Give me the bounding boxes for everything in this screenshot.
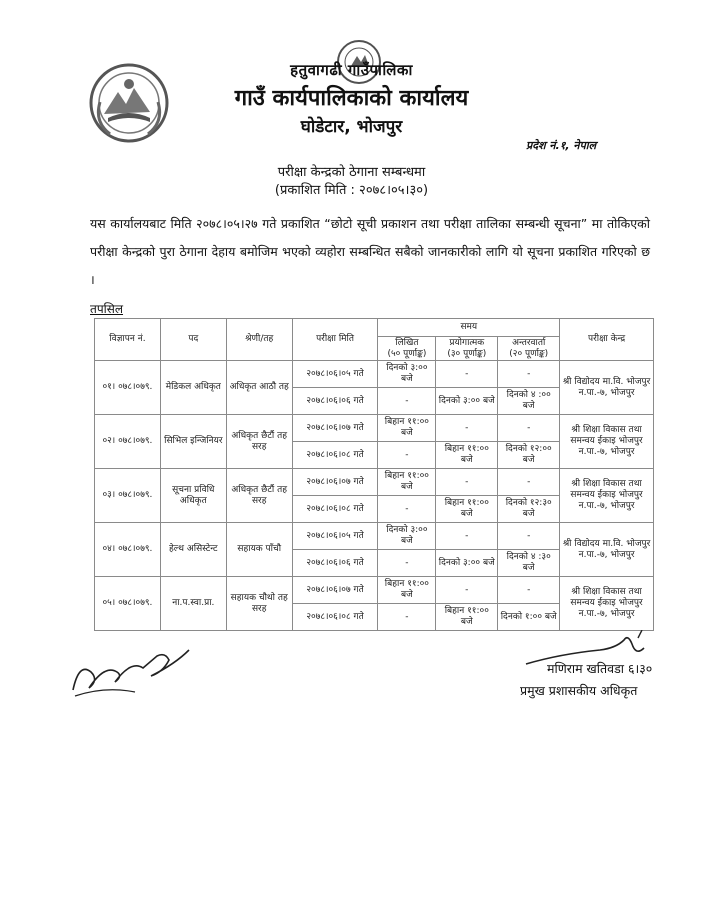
table-row	[95, 361, 654, 388]
signatory-name-text: मणिराम खतिवडा	[547, 661, 625, 676]
exam-date-cell: २०७८।०६।०७ गते	[292, 577, 378, 604]
practical-cell: -	[436, 523, 498, 550]
header-written-marks: (५० पूर्णाङ्क)	[387, 348, 427, 359]
center-cell: श्री शिक्षा विकास तथा समन्वय ईकाइ भोजपुर न.पा.-७, भोजपुर	[560, 577, 654, 631]
practical-cell: -	[436, 577, 498, 604]
handwritten-signature-left	[65, 642, 195, 700]
written-cell: दिनको ३:०० बजे	[378, 361, 436, 388]
interview-cell: -	[498, 523, 560, 550]
center-cell: श्री विद्योदय मा.वि. भोजपुर न.पा.-७, भोजपुर	[560, 523, 654, 577]
header-center: परीक्षा केन्द्र	[560, 319, 654, 361]
header-interview-label: अन्तरवार्ता	[512, 337, 546, 348]
practical-cell: -	[436, 469, 498, 496]
table-row	[95, 523, 654, 550]
published-date: (प्रकाशित मिति : २०७८।०५।३०)	[274, 183, 429, 198]
ad-no-cell: ०५। ०७८।०७९.	[95, 577, 161, 631]
practical-cell: दिनको ३:०० बजे	[436, 550, 498, 577]
level-cell: अधिकृत छैटौं तह सरह	[226, 415, 292, 469]
header-practical-label: प्रयोगात्मक	[449, 337, 485, 348]
header-time: समय	[378, 319, 560, 337]
exam-date-cell: २०७८।०६।०७ गते	[292, 415, 378, 442]
table-row	[95, 469, 654, 496]
exam-date-cell: २०७८।०६।०७ गते	[292, 469, 378, 496]
details-label: तपसिल	[90, 302, 124, 316]
header-post: पद	[160, 319, 226, 361]
exam-date-cell: २०७८।०६।०८ गते	[292, 496, 378, 523]
written-cell: बिहान ११:०० बजे	[378, 577, 436, 604]
interview-cell: दिनको १२:३० बजे	[498, 496, 560, 523]
signatory-title: प्रमुख प्रशासकीय अधिकृत	[520, 683, 638, 698]
ad-no-cell: ०२। ०७८।०७९.	[95, 415, 161, 469]
office-address: घोडेटार, भोजपुर	[300, 117, 403, 137]
ad-no-cell: ०१। ०७८।०७९.	[95, 361, 161, 415]
table-row	[95, 577, 654, 604]
table-row	[95, 415, 654, 442]
level-cell: सहायक पाँचौ	[226, 523, 292, 577]
exam-date-cell: २०७८।०६।०५ गते	[292, 361, 378, 388]
exam-date-cell: २०७८।०६।०६ गते	[292, 388, 378, 415]
written-cell: बिहान ११:०० बजे	[378, 415, 436, 442]
header-level: श्रेणी/तह	[226, 319, 292, 361]
interview-cell: दिनको १२:०० बजे	[498, 442, 560, 469]
interview-cell: -	[498, 577, 560, 604]
municipality-name: हतुवागढी गाउँपालिका	[290, 61, 413, 79]
interview-cell: -	[498, 361, 560, 388]
office-name: गाउँ कार्यपालिकाको कार्यालय	[234, 86, 469, 111]
level-cell: अधिकृत छैटौं तह सरह	[226, 469, 292, 523]
interview-cell: दिनको ४ :०० बजे	[498, 388, 560, 415]
written-cell: -	[378, 388, 436, 415]
header-interview	[498, 337, 560, 361]
interview-cell: दिनको १:०० बजे	[498, 604, 560, 631]
center-cell: श्री शिक्षा विकास तथा समन्वय ईकाइ भोजपुर न.पा.-७, भोजपुर	[560, 469, 654, 523]
exam-date-cell: २०७८।०६।०६ गते	[292, 550, 378, 577]
header-practical-marks: (३० पूर्णाङ्क)	[447, 348, 487, 359]
exam-date-cell: २०७८।०६।०५ गते	[292, 523, 378, 550]
header-exam-date: परीक्षा मिति	[292, 319, 378, 361]
center-cell: श्री शिक्षा विकास तथा समन्वय ईकाइ भोजपुर न.पा.-७, भोजपुर	[560, 415, 654, 469]
province-label: प्रदेश नं.१, नेपाल	[526, 139, 597, 152]
center-cell: श्री विद्योदय मा.वि. भोजपुर न.पा.-७, भोजपुर	[560, 361, 654, 415]
exam-date-cell: २०७८।०६।०८ गते	[292, 442, 378, 469]
written-cell: दिनको ३:०० बजे	[378, 523, 436, 550]
written-cell: बिहान ११:०० बजे	[378, 469, 436, 496]
practical-cell: -	[436, 361, 498, 388]
level-cell: अधिकृत आठौ तह	[226, 361, 292, 415]
exam-date-cell: २०७८।०६।०८ गते	[292, 604, 378, 631]
practical-cell: बिहान ११:०० बजे	[436, 496, 498, 523]
post-cell: हेल्थ असिस्टेन्ट	[160, 523, 226, 577]
header-ad-no: विज्ञापन नं.	[95, 319, 161, 361]
post-cell: सूचना प्रविधि अधिकृत	[160, 469, 226, 523]
written-cell: -	[378, 550, 436, 577]
written-cell: -	[378, 442, 436, 469]
written-cell: -	[378, 496, 436, 523]
ad-no-cell: ०३। ०७८।०७९.	[95, 469, 161, 523]
level-cell: सहायक चौथो तह सरह	[226, 577, 292, 631]
exam-schedule-table	[94, 318, 654, 631]
header-practical	[436, 337, 498, 361]
notice-subject: परीक्षा केन्द्रको ठेगाना सम्बन्धमा	[277, 165, 426, 180]
header-written	[378, 337, 436, 361]
interview-cell: -	[498, 415, 560, 442]
post-cell: ना.प.स्वा.प्रा.	[160, 577, 226, 631]
ad-no-cell: ०४। ०७८।०७९.	[95, 523, 161, 577]
interview-cell: दिनको ४ :३० बजे	[498, 550, 560, 577]
post-cell: सिभिल इन्जिनियर	[160, 415, 226, 469]
header-interview-marks: (२० पूर्णाङ्क)	[509, 348, 549, 359]
practical-cell: दिनको ३:०० बजे	[436, 388, 498, 415]
practical-cell: बिहान ११:०० बजे	[436, 604, 498, 631]
practical-cell: -	[436, 415, 498, 442]
signatory-name	[547, 660, 652, 677]
post-cell: मेडिकल अधिकृत	[160, 361, 226, 415]
written-cell: -	[378, 604, 436, 631]
signature-date-mark: ६।३०	[628, 661, 653, 676]
interview-cell: -	[498, 469, 560, 496]
notice-paragraph: यस कार्यालयबाट मिति २०७८।०५।२७ गते प्रकाशित “छोटो सूची प्रकाशन तथा परीक्षा तालिका सम्बन्धी सूचना” मा तोकिएको परीक्षा केन्द्रको पुरा ठेगाना देहाय बमोजिम भएको व्यहोरा सम्बन्धित सबैको जानकारीको लागि यो सूचना प्रकाशित गरिएको छ ।	[90, 216, 650, 287]
practical-cell: बिहान ११:०० बजे	[436, 442, 498, 469]
header-written-label: लिखित	[395, 337, 419, 348]
